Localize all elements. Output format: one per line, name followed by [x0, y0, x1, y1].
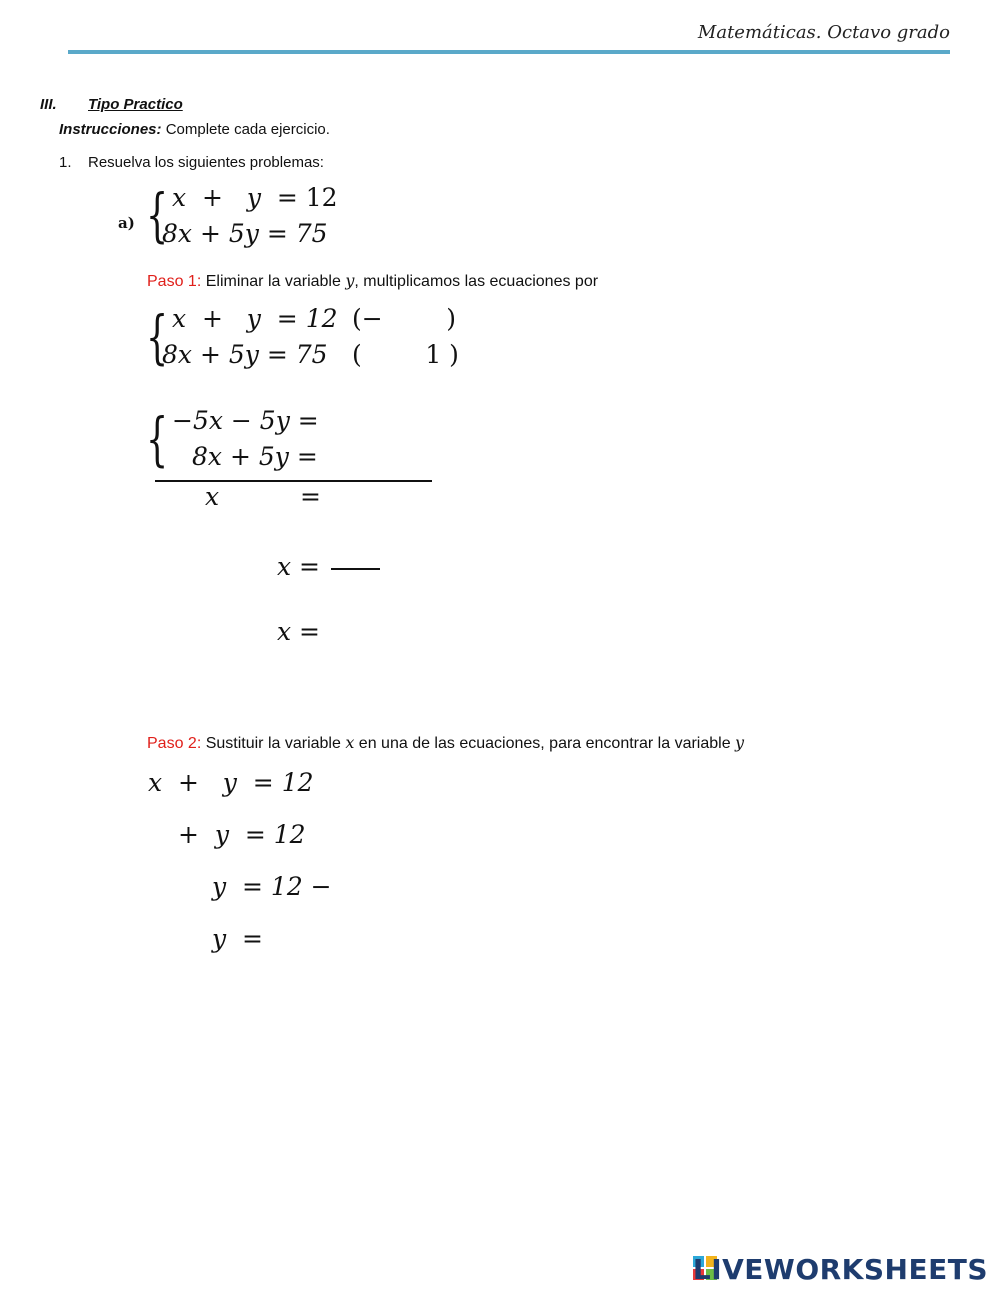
fraction-bar [331, 568, 380, 570]
step2-var-y: y [735, 733, 745, 752]
footer-logo: LIVEWORKSHEETS [692, 1253, 988, 1286]
eq1-rhs: = 12 [276, 183, 338, 212]
step1-text-b: , multiplicamos las ecuaciones por [354, 273, 599, 290]
sum-result-x: x [205, 482, 220, 511]
step2-var-x: x [345, 733, 355, 752]
step1-text-a: Eliminar la variable [201, 273, 346, 290]
step1-eq2-multiplier: ( 1 ) [352, 340, 459, 369]
eq1-plus: + [202, 183, 223, 212]
system-brace: { [146, 303, 169, 371]
problem-a-eq2: 8x + 5y = 75 [162, 219, 328, 248]
step2-line2: + y = 12 [178, 820, 306, 849]
page-header-title: Matemáticas. Octavo grado [697, 22, 950, 43]
step2-label: Paso 2: [147, 735, 202, 752]
item-text: Resuelva los siguientes problemas: [88, 154, 324, 171]
step2-text-a: Sustituir la variable [201, 735, 346, 752]
header-divider [68, 50, 950, 54]
step1-eq1: x + y = 12 [172, 304, 338, 333]
step1-eq1-multiplier: (− ) [352, 304, 457, 333]
eq1-y: y [246, 183, 261, 212]
item-number: 1. [59, 154, 72, 171]
step2-line3: y = 12 − [212, 872, 332, 901]
step1-instruction [147, 271, 598, 291]
step1-eq2: 8x + 5y = 75 [162, 340, 328, 369]
sum-result-eq: = [300, 482, 321, 511]
system-brace: { [146, 405, 169, 473]
sum-rule-line [155, 480, 432, 482]
instructions [59, 121, 330, 138]
problem-a-eq1 [172, 183, 338, 212]
step1-sum-eq2: 8x + 5y = [192, 442, 318, 471]
section-number: III. [40, 96, 57, 113]
system-brace: { [146, 181, 169, 249]
step1-sum-eq1: −5x − 5y = [172, 406, 319, 435]
step2-text-b: en una de las ecuaciones, para encontrar la variable [354, 735, 736, 752]
solve-x-fraction: x = [277, 552, 320, 581]
step2-line1: x + y = 12 [148, 768, 314, 797]
instructions-text: Complete cada ejercicio. [161, 121, 330, 138]
step1-label: Paso 1: [147, 273, 202, 290]
step2-line4: y = [212, 924, 263, 953]
eq1-x: x [172, 183, 187, 212]
instructions-label: Instrucciones: [59, 121, 162, 138]
problem-a-label: a) [118, 214, 135, 232]
solve-x-result: x = [277, 617, 320, 646]
item-1 [59, 154, 324, 171]
section-title: Tipo Practico [88, 96, 183, 113]
step2-instruction [147, 733, 744, 753]
step1-var: y [345, 271, 355, 290]
